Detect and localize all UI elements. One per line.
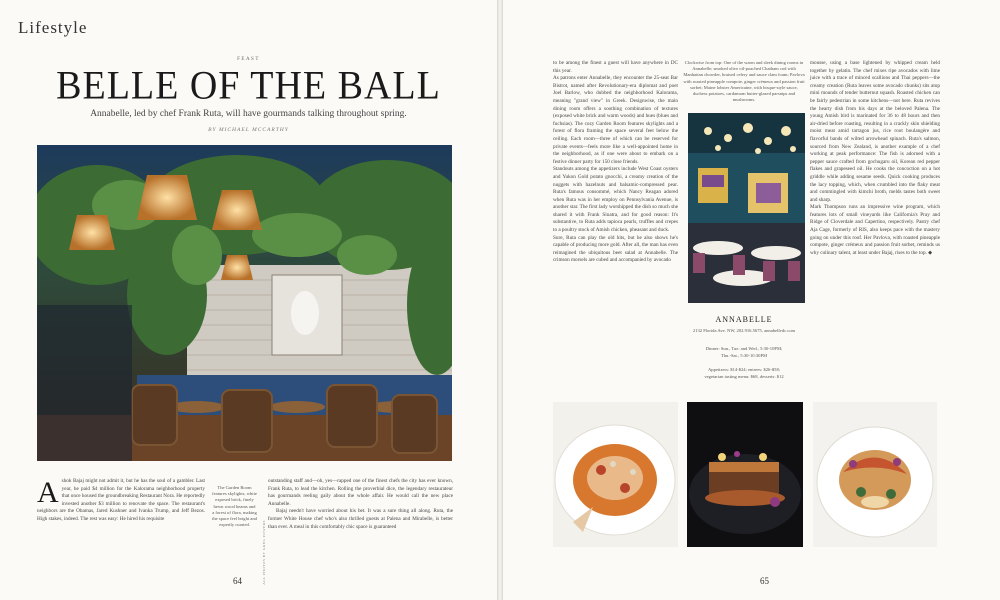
page-number-right: 65 <box>760 576 769 586</box>
body-column-3: to be among the finest a guest will have anywhere in DC this year. As patrons enter Annabelle, they encounter the 25-seat Bar Bistrot, named after Revolutionary-era diplomat and poet Joel Barlow, who dubbed the neighborhood Kalorama, meaning "grand view" in Greek. Designwise, the main dining room offers a soothing combination of textures (exposed white brick and warm woods) and hues (blues and fuchsias). The cozy Garden Room features skylights and a forest of flora framing the space several feet below the ceiling. Each room—three of which can be reserved for private events—feels more like a well-appointed home in the neighborhood, as if one were about to embark on a festive dinner party for 150 close friends. Standouts among the appetizers include West Coast oysters and Yukon Gold potato gnocchi, a creamy creation of the nuggets with hazelnuts and balsamic-compressed pear. Ruta's famous consommé, which Nancy Reagan adored when Ruta was in her employ on Pennsylvania Avenue, is another star. The first lady worshipped the dish so much she shared it with Frank Sinatra, and for good reason: It's substantive, to Ruta adds tapioca pearls, truffles and crepes to a poultry stock of Amish chicken, pheasant and duck. Sure, Ruta can play the old hits, but he also shows he's capable of producing more gold. After all, the man has even reimagined the ubiquitous beet salad at Annabelle. The crimson morsels are cubed and accompanied by avocado <box>553 60 678 264</box>
restaurant-prices: Appetizers: $14-$24; entrees: $26-$58; <box>707 367 781 372</box>
photo-lobster-dish <box>813 402 937 547</box>
restaurant-hours-2: Thu.-Sat., 5:30-10:30PM <box>720 353 768 358</box>
restaurant-name: ANNABELLE <box>715 315 773 324</box>
restaurant-prices-2: vegetarian tasting menu: $68, desserts: $12 <box>704 374 784 379</box>
body-column-4: mousse, using a base lightened by whipped cream held together by gelatin. The chef mixes ripe avocados with lime juice with a trace of minced scallions and Thai peppers—the creamy creation (Ruta leaves some avocado chunks) sits atop mini mounds of tender butternut squash. Roasted chicken can be fairly pedestrian in some kitchens—not here. Ruta revives the hearty dish from his days at the beloved Palena. The young Amish bird is marinated for 36 to 48 hours and then air-dried before roasting, resulting in a crackly skin shielding moist meat amid tarragon jus, rice root boulangère and flavorful bands of wilted arrowhead spinach. Ruta's salmon, sourced from New Zealand, is another example of a chef working at peak performance: The fish is adorned with a pepper sauce crafted from gochugaru oil, Korean red pepper flakes and grapeseed oil. He cooks the concoction on a hot griddle while adding sesame seeds. Quick cooking produces the lacy topping, which, when crumbled into the flaky meat and commingled with kimchi broth, melds tastes both sweet and sharp. Mark Thompson runs an impressive wine program, which features lots of small vineyards like California's Pray and Ridge of Cloverdale and Capertino, respectively. Pastry chef Aja Cage, formerly of RIS, also keeps pace with the mastery going on under this roof. Her Pavlova, with roasted pineapple compote, ginger crémeux and passion fruit sorbet, reminds us why culinary talent, at least under Bajaj, rises to the top. ◆ <box>810 60 940 256</box>
left-page <box>0 0 497 600</box>
photo-caption-right: Clockwise from top: One of the warm and sleek dining rooms in Annabelle; smoked olive oil-poached Chatham cod with Manhattan chowder, braised celery and sauce clam foam; Pavlova with roasted pineapple compote, ginger crémeux and passion fruit sorbet; Maine lobster Americaine, with bisque-style sauce, duchess potatoes, cardamom butter-glazed parsnips and mushrooms. <box>683 60 805 103</box>
hero-photo-dining-room <box>37 145 452 461</box>
restaurant-address: 2132 Florida Ave. NW, 202.916.5675, annabelledc.com <box>692 328 796 333</box>
hero-caption: The Garden Room features skylights, white exposed brick, finely hewn wood beams and a forest of flora, making the space feel bright and expertly curated. <box>212 485 257 528</box>
article-dek: Annabelle, led by chef Frank Ruta, will have gourmands talking throughout spring. <box>90 109 407 119</box>
article-kicker: FEAST <box>237 57 260 62</box>
article-title: BELLE OF THE BALL <box>56 63 441 109</box>
photo-dining-room <box>688 113 805 303</box>
body-text: outstanding staff and—oh, yes—rapped one of the finest chefs the city has ever known, Frank Ruta, to lead the kitchen. Rolling the proverbial dice, the legendary restaurateur has gourmands reeling gaily about the whole affair. He would call the new place Annabelle. <box>268 478 453 507</box>
body-text: shok Bajaj might not admit it, but he has the soul of a gambler. Last year, he paid $4 million for the Kalorama neighborhood property that once housed the groundbreaking Restaurant Nora. He reportedly invested another $3 million to renovate the space. The restaurant's neighbors are the Obamas, Jared Kushner and Ivanka Trump, and Jeff Bezos. High stakes, indeed. The rest was easy: He hired his requisite <box>37 478 205 522</box>
photo-cod-dish <box>553 402 678 547</box>
page-number-left: 64 <box>233 576 242 586</box>
drop-cap: A <box>37 476 59 509</box>
section-label: Lifestyle <box>18 18 88 37</box>
article-byline: BY MICHAEL MCCARTHY <box>208 127 289 133</box>
restaurant-hours: Dinner: Sun., Tue. and Wed., 5:30-10PM; <box>705 346 783 351</box>
photo-credit: ALL PHOTOS BY GREG POWERS <box>262 520 266 585</box>
photo-dessert-dish <box>687 402 803 547</box>
body-column-2 <box>268 478 453 531</box>
body-column-1 <box>37 478 205 524</box>
body-text: Bajaj needn't have worried about his bet. It was a sure thing all along. Ruta, the former White House chef who's also thrilled guests at Palena and Mirabelle, is better than ever. A meal in this comfortably chic space is guaranteed <box>268 508 453 530</box>
right-page <box>503 0 1000 600</box>
